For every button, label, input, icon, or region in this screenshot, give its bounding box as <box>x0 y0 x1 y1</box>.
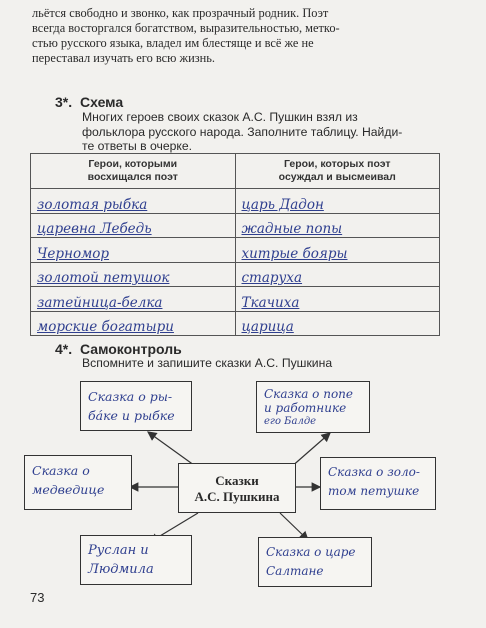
box-line: Сказка о попе <box>264 387 354 401</box>
box-line: его Балде <box>264 416 317 427</box>
box-line: бáке и рыбке <box>88 408 175 423</box>
cell-mocked: жадные попы <box>235 213 440 238</box>
task4-line: Вспомните и запишите сказки А.С. Пушкина <box>82 356 333 370</box>
arrow-bottom-right <box>280 513 308 540</box>
box-line: медведице <box>32 482 105 497</box>
task3-line: Многих героев своих сказок А.С. Пушкин взял из <box>82 110 358 124</box>
box-line: Руслан и <box>88 543 149 558</box>
box-bottom-right <box>258 537 372 587</box>
box-top-right <box>256 381 370 433</box>
diagram-center-box <box>178 463 296 513</box>
box-line: и работнике <box>264 401 347 415</box>
box-line: Людмила <box>88 562 154 577</box>
cell-mocked: царь Дадон <box>235 189 440 214</box>
page-number: 73 <box>30 590 45 605</box>
task3-title: Схема <box>80 94 124 110</box>
cell-admired: золотой петушок <box>31 262 236 287</box>
cell-admired: золотая рыбка <box>31 189 236 214</box>
task4-title: Самоконтроль <box>80 341 182 357</box>
cell-mocked: хитрые бояры <box>235 238 440 263</box>
intro-line: стью русского языка, владел им блестяще и всё же не <box>32 36 314 50</box>
cell-admired: царевна Лебедь <box>31 213 236 238</box>
box-mid-right <box>320 457 436 510</box>
center-line: А.С. Пушкина <box>194 489 280 504</box>
cell-mocked: старуха <box>235 262 440 287</box>
center-line: Сказки <box>215 473 259 488</box>
task4-number: 4*. <box>55 341 73 357</box>
cell-mocked: Ткачиха <box>235 287 440 312</box>
cell-admired: затейница-белка <box>31 287 236 312</box>
box-top-left <box>80 381 192 431</box>
box-line: том петушке <box>328 484 420 498</box>
task3-line: те ответы в очерке. <box>82 139 193 153</box>
box-line: Сказка о золо- <box>328 465 420 479</box>
header-mocked-line: осуждал и высмеивал <box>278 171 396 183</box>
header-admired-line: Герои, которыми <box>88 158 178 170</box>
box-bottom-left <box>80 535 192 585</box>
box-line: Салтане <box>266 564 324 578</box>
task3-line: фольклора русского народа. Заполните таблицу. Найди- <box>82 124 403 139</box>
cell-admired: морские богатыри <box>31 311 236 336</box>
task3-number: 3*. <box>55 94 73 110</box>
header-admired-line: восхищался поэт <box>87 171 178 183</box>
intro-line: всегда восторгался богатством, выразительностью, метко- <box>32 21 340 35</box>
intro-line: льётся свободно и звонко, как прозрачный родник. Поэт <box>32 6 329 20</box>
intro-line: переставал изучать его всю жизнь. <box>32 51 215 65</box>
header-mocked-line: Герои, которых поэт <box>283 158 391 170</box>
box-line: Сказка о царе <box>266 545 356 559</box>
box-mid-left <box>24 455 132 510</box>
cell-mocked: царица <box>235 311 440 336</box>
cell-admired: Черномор <box>31 238 236 263</box>
box-line: Сказка о <box>32 463 90 478</box>
box-line: Сказка о ры- <box>88 389 173 404</box>
